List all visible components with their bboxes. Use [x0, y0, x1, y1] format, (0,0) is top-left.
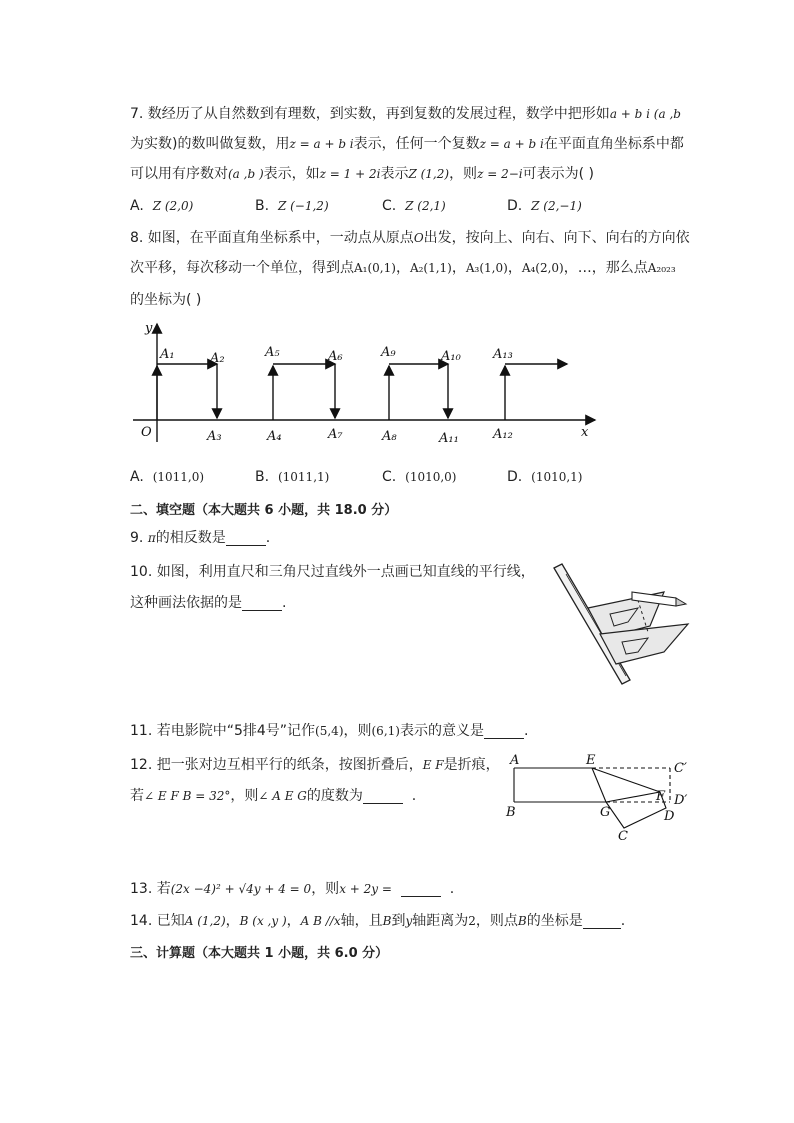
point-c-prime-label: C′	[674, 761, 687, 776]
point-f-label: F	[656, 789, 666, 804]
q7-option-a[interactable]: A. Z (2,0)	[130, 198, 194, 214]
label-a13: A₁₃	[493, 347, 513, 362]
q7-line-2: 为实数)的数叫做复数，用z = a + b i表示，任何一个复数z = a + b i在平面直角坐标系中都	[130, 136, 684, 152]
origin-label: O	[141, 425, 152, 440]
q7-option-d[interactable]: D. Z (2,−1)	[507, 198, 582, 214]
label-a8: A₈	[382, 429, 397, 444]
x-axis-label: x	[581, 425, 589, 440]
label-a10: A₁₀	[441, 349, 461, 364]
label-a5: A₅	[265, 345, 280, 360]
point-g-label: G	[600, 805, 611, 820]
q8-option-b[interactable]: B. (1011,1)	[255, 469, 330, 485]
q8-line-3: 的坐标为( )	[130, 292, 202, 308]
q12-line-1: 12. 把一张对边互相平行的纸条，按图折叠后，E F是折痕，	[130, 757, 500, 773]
q8-option-c[interactable]: C. (1010,0)	[382, 469, 457, 485]
q8-option-d[interactable]: D. (1010,1)	[507, 469, 583, 485]
q9-line: 9. π的相反数是 .	[130, 530, 271, 546]
label-a2: A₂	[210, 351, 225, 366]
q14-answer-blank[interactable]	[583, 914, 621, 929]
q8-line-1: 8. 如图，在平面直角坐标系中，一动点从原点O出发，按向上、向右、向下、向右的方向依	[130, 230, 690, 246]
point-a-label: A	[510, 753, 520, 768]
q12-line-2: 若∠ E F B = 32°，则∠ A E G的度数为 .	[130, 788, 417, 804]
label-a11: A₁₁	[439, 431, 459, 446]
q7-option-b[interactable]: B. Z (−1,2)	[255, 198, 329, 214]
label-a4: A₄	[267, 429, 282, 444]
q11-line: 11. 若电影院中“5排4号”记作(5,4)，则(6,1)表示的意义是 .	[130, 723, 529, 739]
point-c-label: C	[618, 829, 628, 844]
point-b-label: B	[506, 805, 516, 820]
label-a7: A₇	[328, 427, 343, 442]
q12-folded-strip-figure	[500, 750, 726, 844]
q10-line-2: 这种画法依据的是 .	[130, 595, 287, 611]
q10-line-1: 10. 如图，利用直尺和三角尺过直线外一点画已知直线的平行线，	[130, 564, 535, 580]
q7-option-c[interactable]: C. Z (2,1)	[382, 198, 446, 214]
q11-answer-blank[interactable]	[484, 724, 524, 739]
q12-answer-blank[interactable]	[363, 789, 403, 804]
y-axis-label: y	[145, 321, 153, 336]
point-d-prime-label: D′	[674, 793, 688, 808]
q10-answer-blank[interactable]	[242, 596, 282, 611]
q9-answer-blank[interactable]	[226, 531, 266, 546]
q8-figure	[125, 318, 605, 448]
q8-line-2: 次平移，每次移动一个单位，得到点A₁(0,1)，A₂(1,1)，A₃(1,0)，A₄(2,0)，…，那么点A₂₀₂₃	[130, 260, 676, 276]
q14-line: 14. 已知A (1,2)，B (x ,y )，A B //x轴，且B到y轴距离为2，则点B的坐标是 .	[130, 913, 626, 929]
label-a12: A₁₂	[493, 427, 513, 442]
movement-path	[157, 364, 567, 420]
point-d-label: D	[664, 809, 675, 824]
q13-line: 13. 若(2x −4)² + √4y + 4 = 0，则x + 2y = .	[130, 881, 455, 897]
label-a3: A₃	[207, 429, 222, 444]
point-e-label: E	[586, 753, 596, 768]
q7-line-3: 可以用有序数对(a ,b )表示，如z = 1 + 2i表示Z (1,2)，则z = 2−i可表示为( )	[130, 166, 594, 182]
label-a6: A₆	[328, 349, 343, 364]
q8-option-a[interactable]: A. (1011,0)	[130, 469, 205, 485]
section-2-heading: 二、填空题（本大题共 6 小题，共 18.0 分）	[130, 503, 398, 518]
q10-ruler-triangle-figure	[552, 562, 690, 686]
label-a9: A₉	[381, 345, 396, 360]
q7-line-1: 7. 数经历了从自然数到有理数，到实数，再到复数的发展过程，数学中把形如a + b i (a ,b	[130, 106, 681, 122]
q13-answer-blank[interactable]	[401, 882, 441, 897]
label-a1: A₁	[160, 347, 175, 362]
section-3-heading: 三、计算题（本大题共 1 小题，共 6.0 分）	[130, 946, 389, 961]
